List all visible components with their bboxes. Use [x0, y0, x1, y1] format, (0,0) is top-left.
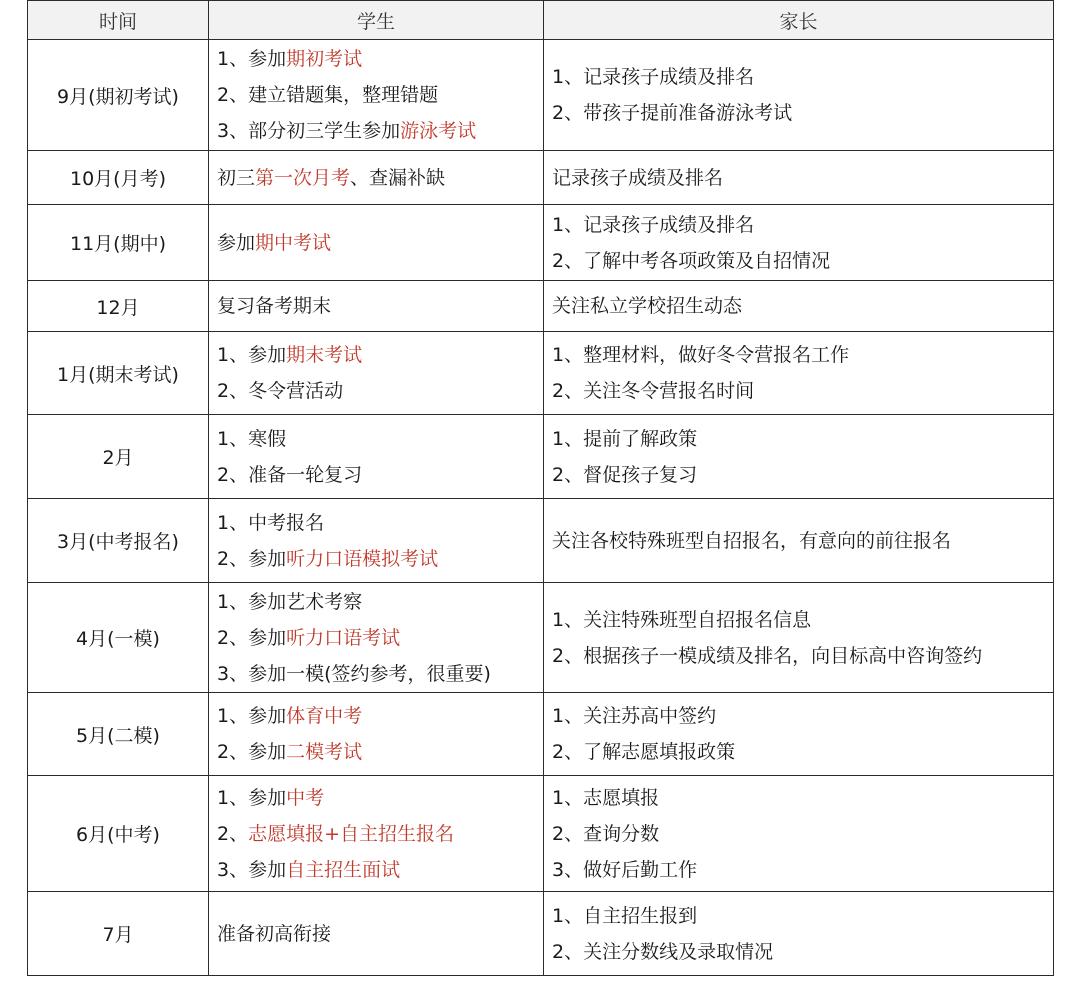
line-text: 1、参加: [217, 344, 287, 366]
month-cell: 7月: [28, 892, 209, 976]
parent-line: [552, 898, 1053, 934]
table-row: [28, 151, 1054, 205]
line-text: 3、参加: [217, 858, 287, 881]
highlight-text: 志愿填报+自主招生报名: [248, 822, 455, 845]
highlight-text: 听力口语考试: [286, 626, 401, 649]
parent-cell: [544, 415, 1054, 499]
parent-line: [552, 852, 1053, 888]
student-cell: [209, 281, 544, 332]
student-line: [217, 541, 543, 577]
line-text: 1、参加: [217, 786, 287, 809]
line-text: 初三: [217, 166, 256, 189]
student-line: [217, 584, 543, 620]
line-text: 3、部分初三学生参加: [217, 120, 401, 142]
student-cell: [209, 332, 544, 415]
student-line: [217, 421, 543, 457]
line-text: 2、建立错题集，整理错题: [217, 84, 439, 106]
parent-cell: [544, 776, 1054, 892]
parent-line: [552, 95, 1053, 131]
student-line: [217, 505, 543, 541]
parent-line: [552, 59, 1053, 95]
student-line: [217, 160, 543, 196]
student-line: [217, 457, 543, 493]
line-text: 关注私立学校招生动态: [552, 295, 743, 317]
student-cell: [209, 40, 544, 151]
highlight-text: 游泳考试: [400, 120, 477, 142]
schedule-table: [27, 0, 1054, 976]
month-cell: 5月(二模): [28, 693, 209, 776]
line-text: 1、参加艺术考察: [217, 590, 363, 613]
highlight-text: 第一次月考: [255, 166, 351, 189]
line-text: 1、关注特殊班型自招报名信息: [552, 608, 812, 631]
highlight-text: 期中考试: [255, 231, 332, 254]
line-text: 3、做好后勤工作: [552, 858, 698, 881]
parent-cell: [544, 499, 1054, 583]
student-cell: [209, 892, 544, 976]
month-cell: 4月(一模): [28, 583, 209, 693]
table-row: [28, 892, 1054, 976]
table-row: [28, 415, 1054, 499]
line-text: 1、中考报名: [217, 511, 325, 534]
parent-cell: [544, 40, 1054, 151]
line-text: 1、记录孩子成绩及排名: [552, 66, 755, 88]
highlight-text: 期末考试: [286, 344, 363, 366]
line-text: 2、根据孩子一模成绩及排名，向目标高中咨询签约: [552, 644, 983, 667]
header-student: 学生: [209, 1, 544, 40]
line-text: 1、记录孩子成绩及排名: [552, 213, 755, 236]
line-text: 2、了解志愿填报政策: [552, 741, 736, 763]
table-row: [28, 693, 1054, 776]
parent-line: [552, 816, 1053, 852]
table-row: [28, 281, 1054, 332]
month-cell: 10月(月考): [28, 151, 209, 205]
parent-line: [552, 421, 1053, 457]
parent-line: [552, 337, 1053, 373]
highlight-text: 体育中考: [286, 705, 363, 727]
parent-line: [552, 160, 1053, 196]
student-line: [217, 656, 543, 692]
month-cell: 3月(中考报名): [28, 499, 209, 583]
line-text: 3、参加一模(签约参考，很重要): [217, 662, 491, 685]
student-line: [217, 373, 543, 409]
parent-cell: [544, 332, 1054, 415]
header-parent: 家长: [544, 1, 1054, 40]
student-cell: [209, 205, 544, 281]
line-text: 参加: [217, 231, 256, 254]
student-cell: [209, 415, 544, 499]
line-text: 2、关注冬令营报名时间: [552, 380, 755, 402]
student-line: [217, 225, 543, 261]
month-cell: 1月(期末考试): [28, 332, 209, 415]
highlight-text: 二模考试: [286, 741, 363, 763]
line-text: 准备初高衔接: [217, 922, 332, 945]
line-text: 2、准备一轮复习: [217, 463, 363, 486]
parent-line: [552, 734, 1053, 770]
student-cell: [209, 151, 544, 205]
highlight-text: 自主招生面试: [286, 858, 401, 881]
parent-line: [552, 934, 1053, 970]
student-line: [217, 337, 543, 373]
parent-cell: [544, 281, 1054, 332]
highlight-text: 听力口语模拟考试: [286, 547, 439, 570]
highlight-text: 中考: [286, 786, 325, 809]
parent-line: [552, 288, 1053, 324]
line-text: 1、参加: [217, 705, 287, 727]
line-text: 1、志愿填报: [552, 786, 660, 809]
parent-line: [552, 698, 1053, 734]
student-line: [217, 780, 543, 816]
line-text: 1、参加: [217, 48, 287, 70]
student-line: [217, 816, 543, 852]
parent-line: [552, 523, 1053, 559]
line-text: 2、: [217, 822, 249, 845]
student-cell: [209, 583, 544, 693]
line-text: 1、整理材料，做好冬令营报名工作: [552, 344, 850, 366]
table-row: [28, 499, 1054, 583]
table-row: [28, 205, 1054, 281]
line-text: 2、带孩子提前准备游泳考试: [552, 102, 793, 124]
parent-cell: [544, 205, 1054, 281]
month-cell: 11月(期中): [28, 205, 209, 281]
parent-line: [552, 243, 1053, 279]
student-line: [217, 916, 543, 952]
line-text: 复习备考期末: [217, 295, 332, 317]
student-cell: [209, 499, 544, 583]
parent-cell: [544, 892, 1054, 976]
table-body: [28, 40, 1054, 976]
line-text: 2、参加: [217, 626, 287, 649]
parent-cell: [544, 693, 1054, 776]
parent-line: [552, 373, 1053, 409]
parent-line: [552, 638, 1053, 674]
line-text: 关注各校特殊班型自招报名，有意向的前往报名: [552, 529, 952, 552]
line-text: 1、关注苏高中签约: [552, 705, 717, 727]
header-time: 时间: [28, 1, 209, 40]
student-line: [217, 698, 543, 734]
line-text: 1、自主招生报到: [552, 904, 698, 927]
student-line: [217, 288, 543, 324]
table-row: [28, 776, 1054, 892]
student-line: [217, 620, 543, 656]
line-text: 2、参加: [217, 741, 287, 763]
line-text: 2、冬令营活动: [217, 380, 344, 402]
student-line: [217, 41, 543, 77]
line-text: 2、督促孩子复习: [552, 463, 698, 486]
line-text: 2、了解中考各项政策及自招情况: [552, 249, 831, 272]
line-text: 、查漏补缺: [350, 166, 446, 189]
line-text: 2、查询分数: [552, 822, 660, 845]
month-cell: 12月: [28, 281, 209, 332]
student-line: [217, 113, 543, 149]
line-text: 1、提前了解政策: [552, 427, 698, 450]
line-text: 记录孩子成绩及排名: [552, 166, 724, 189]
parent-cell: [544, 151, 1054, 205]
table-row: [28, 332, 1054, 415]
parent-line: [552, 602, 1053, 638]
line-text: 2、关注分数线及录取情况: [552, 940, 774, 963]
student-cell: [209, 693, 544, 776]
line-text: 2、参加: [217, 547, 287, 570]
parent-line: [552, 207, 1053, 243]
month-cell: 6月(中考): [28, 776, 209, 892]
student-cell: [209, 776, 544, 892]
parent-line: [552, 457, 1053, 493]
student-line: [217, 77, 543, 113]
table-row: [28, 40, 1054, 151]
student-line: [217, 852, 543, 888]
parent-cell: [544, 583, 1054, 693]
table-row: [28, 583, 1054, 693]
line-text: 1、寒假: [217, 427, 287, 450]
parent-line: [552, 780, 1053, 816]
month-cell: 9月(期初考试): [28, 40, 209, 151]
header-row: [28, 1, 1054, 40]
highlight-text: 期初考试: [286, 48, 363, 70]
month-cell: 2月: [28, 415, 209, 499]
student-line: [217, 734, 543, 770]
